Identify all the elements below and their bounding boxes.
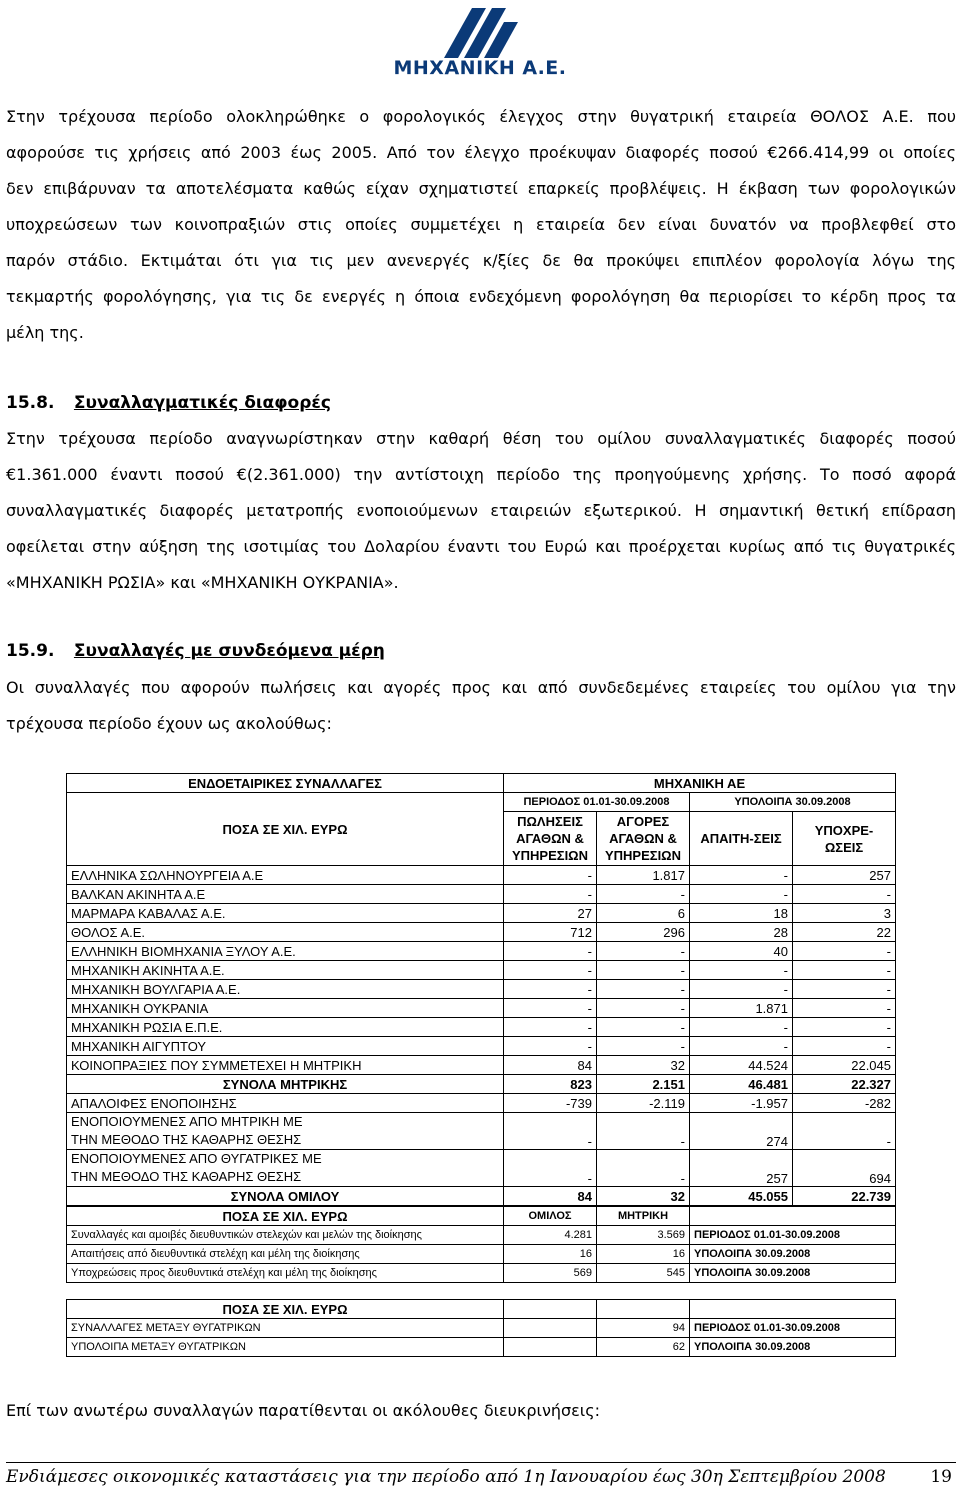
table-cell: - [504,1150,597,1187]
table-cell: - [690,866,793,885]
table-cell: - [504,1113,597,1150]
table-cell: - [504,961,597,980]
table-cell: 84 [504,1187,597,1206]
table-cell: 296 [597,923,690,942]
table-cell: - [597,885,690,904]
table-cell: 27 [504,904,597,923]
table-cell: - [793,885,896,904]
equity-parent-label [67,1113,504,1150]
table-cell: 28 [690,923,793,942]
closing-paragraph [6,1393,956,1429]
table-cell: 46.481 [690,1075,793,1094]
company-name-cell: ΘΟΛΟΣ Α.Ε. [67,923,504,942]
company-name-cell: ΜΑΡΜΑΡΑ ΚΑΒΑΛΑΣ Α.Ε. [67,904,504,923]
table-cell: 45.055 [690,1187,793,1206]
company-logo [380,4,580,82]
table-cell: - [597,1150,690,1187]
section-heading-15-8 [6,393,331,413]
table-cell [504,1319,597,1338]
table-cell: - [793,1018,896,1037]
text-line: συναλλαγματικές διαφορές μετατροπής ενοποιούμενων εταιρειών εξωτερικού. Η σημαντική θετική επίδραση [6,501,956,520]
table-row [67,885,896,904]
table-cell: 84 [504,1056,597,1075]
text-line: Επί των ανωτέρω συναλλαγών παρατίθενται οι ακόλουθες διευκρινήσεις: [6,1401,600,1420]
row-label: ΣΥΝΑΛΛΑΓΕΣ ΜΕΤΑΞΥ ΘΥΓΑΤΡΙΚΩΝ [67,1319,504,1338]
section-15-9-paragraph [6,670,956,742]
table-cell: 44.524 [690,1056,793,1075]
table-cell: -739 [504,1094,597,1113]
column-header-payables: ΥΠΟΧΡΕ-ΩΣΕΙΣ [793,812,896,866]
column-header-purchases: ΑΓΟΡΕΣ ΑΓΑΘΩΝ & ΥΠΗΡΕΣΙΩΝ [597,812,690,866]
table-cell: 6 [597,904,690,923]
management-table [66,1206,896,1283]
table-cell: 694 [793,1150,896,1187]
text-line: οφείλεται στην αύξηση της ισοτιμίας του Δολαρίου έναντι του Ευρώ και προέρχεται κυρίως από τις θυγατρικές [6,537,956,556]
table-row [67,1319,896,1338]
table-cell: - [793,942,896,961]
logo-mark-icon [442,4,524,60]
column-header-parent: ΜΗΤΡΙΚΗ [597,1207,690,1226]
table-cell: 1.871 [690,999,793,1018]
equity-subs-label [67,1150,504,1187]
table-row [67,999,896,1018]
table-cell: - [597,942,690,961]
text-line: €1.361.000 έναντι ποσού €(2.361.000) την αντίστοιχη περίοδο της προηγούμενης χρήσης. Το ποσό αφορά [6,465,956,484]
table-row [67,904,896,923]
period-label: ΥΠΟΛΟΙΠΑ 30.09.2008 [690,1264,896,1283]
table-cell: 16 [597,1245,690,1264]
text-line: Οι συναλλαγές που αφορούν πωλήσεις και αγορές προς και από συνδεδεμένες εταιρείες του ομίλου για την [6,678,956,697]
table-cell: 712 [504,923,597,942]
table-cell: 22.327 [793,1075,896,1094]
table-cell: 32 [597,1056,690,1075]
table-cell: 16 [504,1245,597,1264]
section-heading-15-9 [6,641,385,661]
table-units: ΠΟΣΑ ΣΕ ΧΙΛ. ΕΥΡΩ [67,1207,504,1226]
intro-paragraph [6,99,956,351]
table-cell: - [504,866,597,885]
text-line: υποχρεώσεων των κοινοπραξιών στις οποίες συμμετέχει η εταιρεία δεν είναι δυνατόν να προβλεφθεί στο [6,215,956,234]
table-cell: 22.045 [793,1056,896,1075]
section-title: Συναλλαγές με συνδεόμενα μέρη [73,641,385,661]
table-cell: 4.281 [504,1226,597,1245]
table-cell: 32 [597,1187,690,1206]
section-number: 15.8. [6,393,55,413]
period-label: ΠΕΡΙΟΔΟΣ 01.01-30.09.2008 [504,793,690,812]
table-cell: - [793,1113,896,1150]
table-cell: - [504,885,597,904]
table-cell: 62 [597,1338,690,1357]
table-cell: 257 [793,866,896,885]
table-cell: - [504,942,597,961]
table-cell: 40 [690,942,793,961]
company-name-cell: ΕΛΛΗΝΙΚΑ ΣΩΛΗΝΟΥΡΓΕΙΑ Α.Ε [67,866,504,885]
table-cell: -2.119 [597,1094,690,1113]
table-cell: - [690,980,793,999]
text-line: τρέχουσα περίοδο έχουν ως ακολούθως: [6,714,332,733]
label-line: ΕΝΟΠΟΙΟΥΜΕΝΕΣ ΑΠΟ ΜΗΤΡΙΚΗ ΜΕ [71,1114,303,1129]
table-cell: - [597,961,690,980]
table-cell: 257 [690,1150,793,1187]
company-name-cell: ΕΛΛΗΝΙΚΗ ΒΙΟΜΗΧΑΝΙΑ ΞΥΛΟΥ Α.Ε. [67,942,504,961]
section-15-8-paragraph [6,421,956,601]
row-label: ΥΠΟΛΟΙΠΑ ΜΕΤΑΞΥ ΘΥΓΑΤΡΙΚΩΝ [67,1338,504,1357]
table-cell: 3 [793,904,896,923]
period-label: ΥΠΟΛΟΙΠΑ 30.09.2008 [690,1245,896,1264]
total-group-label: ΣΥΝΟΛΑ ΟΜΙΛΟΥ [67,1187,504,1206]
table-cell: - [793,980,896,999]
intercompany-table [66,773,896,1206]
text-line: αφορούσε τις χρήσεις από 2003 έως 2005. Από τον έλεγχο προέκυψαν διαφορές ποσού €266.414,99 οι οποίες [6,143,956,162]
table-row [67,980,896,999]
table-row [67,961,896,980]
company-name-cell: ΜΗΧΑΝΙΚΗ ΑΚΙΝΗΤΑ Α.Ε. [67,961,504,980]
table-cell: - [793,1037,896,1056]
text-line: παρόν στάδιο. Εκτιμάται ότι για τις μεν ανενεργές κ/ξίες δε θα προκύψει επιπλέον φορολογία λόγω της [6,251,956,270]
table-cell: - [597,1037,690,1056]
table-cell: -1.957 [690,1094,793,1113]
table-title: ΕΝΔΟΕΤΑΙΡΙΚΕΣ ΣΥΝΑΛΛΑΓΕΣ [67,774,504,793]
table-cell [504,1300,597,1319]
table-cell: 2.151 [597,1075,690,1094]
table-row [67,1338,896,1357]
table-cell: 1.817 [597,866,690,885]
period-label: ΠΕΡΙΟΔΟΣ 01.01-30.09.2008 [690,1226,896,1245]
table-row [67,1018,896,1037]
table-cell: - [793,961,896,980]
row-label: Υποχρεώσεις προς διευθυντικά στελέχη και μέλη της διοίκησης [67,1264,504,1283]
table-cell [690,1300,896,1319]
table-cell: 545 [597,1264,690,1283]
company-name-cell: ΜΗΧΑΝΙΚΗ ΡΩΣΙΑ Ε.Π.Ε. [67,1018,504,1037]
table-cell: - [793,999,896,1018]
table-cell: - [504,1018,597,1037]
footer-text: Ενδιάμεσες οικονομικές καταστάσεις για την περίοδο από 1η Ιανουαρίου έως 30η Σεπτεμβρίου 2008 [6,1467,886,1487]
management-rows [67,1226,896,1283]
table-cell: 18 [690,904,793,923]
company-name: ΜΗΧΑΝΙΚΗ Α.Ε. [393,57,567,79]
table-row [67,1037,896,1056]
table-cell: -282 [793,1094,896,1113]
company-name-cell: ΒΑΛΚΑΝ ΑΚΙΝΗΤΑ Α.Ε [67,885,504,904]
table-row [67,1264,896,1283]
subsidiaries-rows [67,1319,896,1357]
subsidiaries-table [66,1299,896,1357]
company-name-cell: ΜΗΧΑΝΙΚΗ ΑΙΓΥΠΤΟΥ [67,1037,504,1056]
table-cell: - [690,1037,793,1056]
row-label: Συναλλαγές και αμοιβές διευθυντικών στελεχών και μελών της διοίκησης [67,1226,504,1245]
text-line: Στην τρέχουσα περίοδο ολοκληρώθηκε ο φορολογικός έλεγχος στην θυγατρική εταιρεία ΘΟΛΟΣ Α.Ε. που [6,107,956,126]
table-cell [690,1207,896,1226]
table-row [67,866,896,885]
text-line: «ΜΗΧΑΝΙΚΗ ΡΩΣΙΑ» και «ΜΗΧΑΝΙΚΗ ΟΥΚΡΑΝΙΑ». [6,573,399,592]
label-line: ΕΝΟΠΟΙΟΥΜΕΝΕΣ ΑΠΟ ΘΥΓΑΤΡΙΚΕΣ ΜΕ [71,1151,322,1166]
table-cell: - [504,980,597,999]
company-name-cell: ΜΗΧΑΝΙΚΗ ΟΥΚΡΑΝΙΑ [67,999,504,1018]
table-cell: 274 [690,1113,793,1150]
table-cell: - [597,980,690,999]
table-cell: - [504,1037,597,1056]
period-label: ΠΕΡΙΟΔΟΣ 01.01-30.09.2008 [690,1319,896,1338]
label-line: ΤΗΝ ΜΕΘΟΔΟ ΤΗΣ ΚΑΘΑΡΗΣ ΘΕΣΗΣ [71,1169,302,1184]
table-cell: - [597,999,690,1018]
table-row [67,1245,896,1264]
section-number: 15.9. [6,641,55,661]
table-cell: 22 [793,923,896,942]
table-cell: 22.739 [793,1187,896,1206]
table-company: ΜΗΧΑΝΙΚΗ ΑΕ [504,774,896,793]
table-cell: - [597,1113,690,1150]
table-cell: - [690,961,793,980]
text-line: Στην τρέχουσα περίοδο αναγνωρίστηκαν στην καθαρή θέση του ομίλου συναλλαγματικές διαφορές ποσού [6,429,956,448]
page-footer [6,1462,956,1489]
table-cell: - [690,1018,793,1037]
column-header-receivables: ΑΠΑΙΤΗ-ΣΕΙΣ [690,812,793,866]
company-name-cell: ΚΟΙΝΟΠΡΑΞΙΕΣ ΠΟΥ ΣΥΜΜΕΤΕΧΕΙ Η ΜΗΤΡΙΚΗ [67,1056,504,1075]
table-cell [597,1300,690,1319]
table-cell: - [690,885,793,904]
row-label: Απαιτήσεις από διευθυντικά στελέχη και μέλη της διοίκησης [67,1245,504,1264]
table-cell: - [597,1018,690,1037]
column-header-group: ΟΜΙΛΟΣ [504,1207,597,1226]
eliminations-label: ΑΠΑΛΟΙΦΕΣ ΕΝΟΠΟΙΗΣΗΣ [67,1094,504,1113]
table-cell: 569 [504,1264,597,1283]
table-row [67,942,896,961]
table-cell: 94 [597,1319,690,1338]
table-cell: 823 [504,1075,597,1094]
table-units: ΠΟΣΑ ΣΕ ΧΙΛ. ΕΥΡΩ [67,793,504,866]
total-parent-label: ΣΥΝΟΛΑ ΜΗΤΡΙΚΗΣ [67,1075,504,1094]
column-header-sales: ΠΩΛΗΣΕΙΣ ΑΓΑΘΩΝ & ΥΠΗΡΕΣΙΩΝ [504,812,597,866]
table-row [67,1226,896,1245]
text-line: τεκμαρτής φορολόγησης, για τις δε ενεργές η όποια ενδεχόμενη φορολόγηση θα περιορίσει το κέρδη προς τα [6,287,956,306]
table-cell: - [504,999,597,1018]
text-line: δεν επιβάρυναν τα αποτελέσματα καθώς είχαν σχηματιστεί επαρκείς προβλέψεις. Η έκβαση των φορολογικών [6,179,956,198]
section-title: Συναλλαγματικές διαφορές [73,393,331,413]
page-number: 19 [930,1467,952,1487]
intercompany-rows [67,866,896,1075]
related-party-tables [66,773,895,1357]
table-row [67,923,896,942]
company-name-cell: ΜΗΧΑΝΙΚΗ ΒΟΥΛΓΑΡΙΑ Α.Ε. [67,980,504,999]
label-line: ΤΗΝ ΜΕΘΟΔΟ ΤΗΣ ΚΑΘΑΡΗΣ ΘΕΣΗΣ [71,1132,302,1147]
text-line: μέλη της. [6,323,84,342]
table-row [67,1056,896,1075]
table-units: ΠΟΣΑ ΣΕ ΧΙΛ. ΕΥΡΩ [67,1300,504,1319]
table-cell: 3.569 [597,1226,690,1245]
table-cell [504,1338,597,1357]
period-label: ΥΠΟΛΟΙΠΑ 30.09.2008 [690,1338,896,1357]
balance-label: ΥΠΟΛΟΙΠΑ 30.09.2008 [690,793,896,812]
